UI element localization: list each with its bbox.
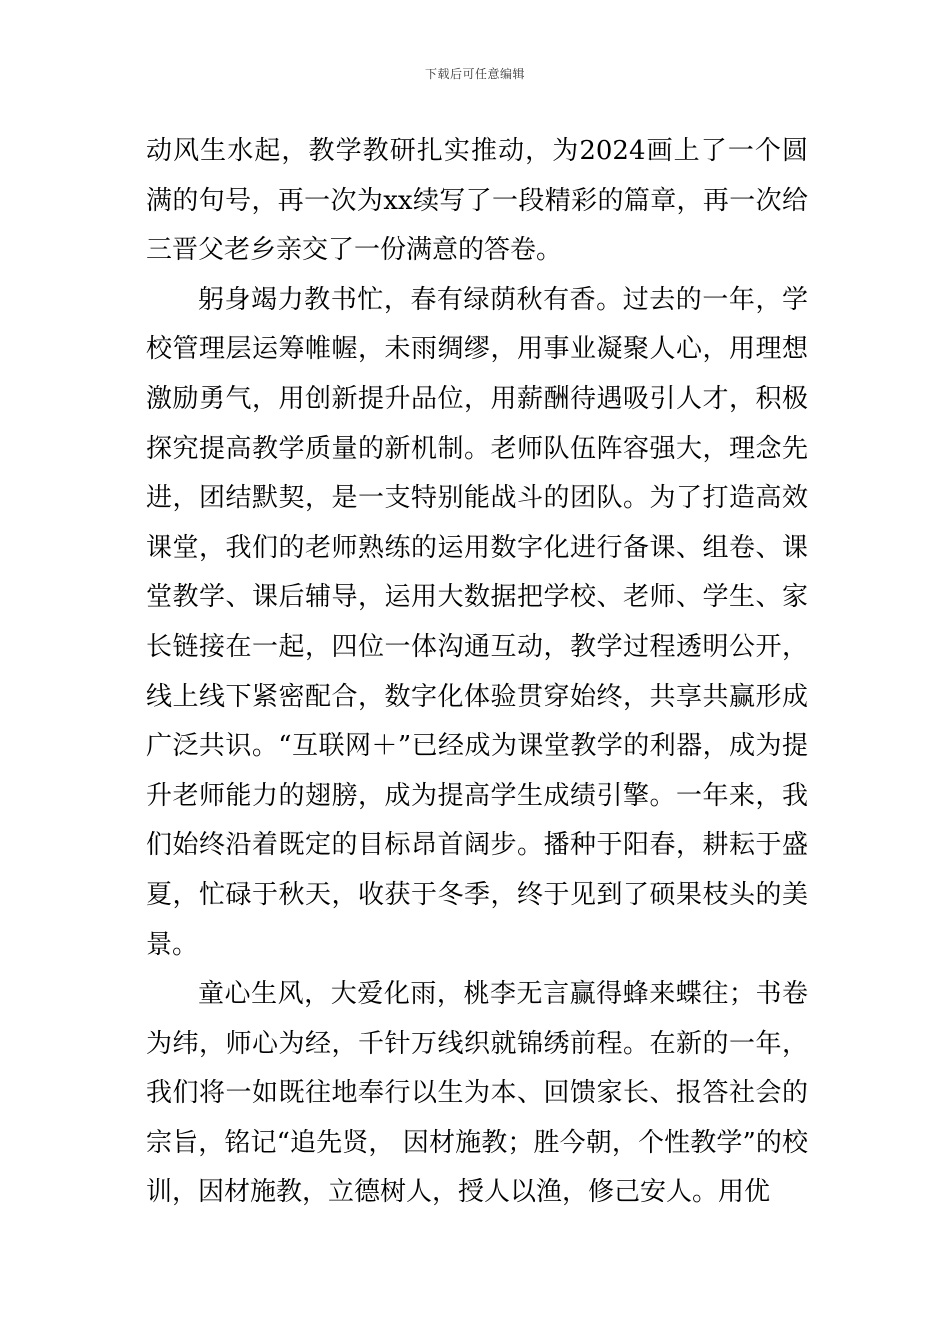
document-body [146, 127, 808, 1218]
paragraph-2: 躬身竭力教书忙，春有绿荫秋有香。过去的一年，学校管理层运筹帷幄，未雨绸缪，用事业凝聚人心，用理想激励勇气，用创新提升品位，用薪酬待遇吸引人才，积极探究提高教学质量的新机制。老师队伍阵容强大，理念先进，团结默契，是一支特别能战斗的团队。为了打造高效课堂，我们的老师熟练的运用数字化进行备课、组卷、课堂教学、课后辅导，运用大数据把学校、老师、学生、家长链接在一起，四位一体沟通互动，教学过程透明公开，线上线下紧密配合，数字化体验贯穿始终，共享共赢形成广泛共识。“互联网＋”已经成为课堂教学的利器，成为提升老师能力的翅膀，成为提高学生成绩引擎。一年来，我们始终沿着既定的目标昂首阔步。播种于阳春，耕耘于盛夏，忙碌于秋天，收获于冬季，终于见到了硕果枝头的美景。 [146, 284, 808, 960]
paragraph-3: 童心生风，大爱化雨，桃李无言赢得蜂来蝶往；书卷为纬，师心为经，千针万线织就锦绣前程。在新的一年，我们将一如既往地奉行以生为本、回馈家长、报答社会的宗旨，铭记“追先贤， 因材施教；胜今朝，个性教学”的校训，因材施教，立德树人，授人以渔，修己安人。用优 [146, 979, 808, 1208]
paragraph-1: 动风生水起，教学教研扎实推动，为2024画上了一个圆满的句号，再一次为xx续写了一段精彩的篇章，再一次给三晋父老乡亲交了一份满意的答卷。 [146, 136, 808, 266]
page-header-note: 下载后可任意编辑 [424, 67, 525, 81]
